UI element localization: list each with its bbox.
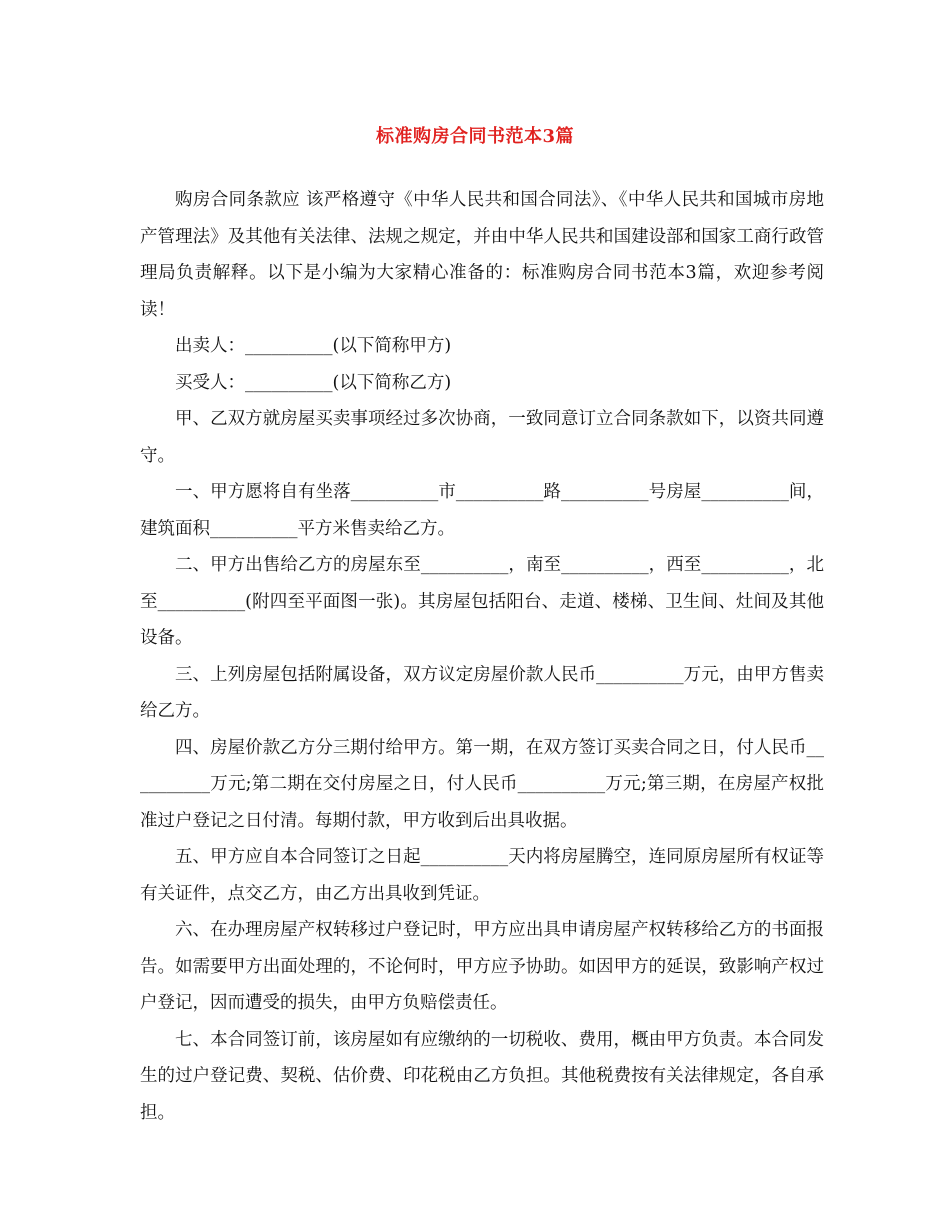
clause-2: 二、甲方出售给乙方的房屋东至__________，南至__________，西至__________，北至__________(附四至平面图一张)。其房屋包括阳台、走道、楼梯、卫生间、灶间及其他设备。 [140, 555, 824, 648]
clause-3: 三、上列房屋包括附属设备，双方议定房屋价款人民币__________万元，由甲方售卖给乙方。 [140, 664, 824, 721]
buyer-line: 买受人：__________(以下简称乙方) [175, 372, 452, 393]
document-body [140, 182, 824, 1131]
document-title: 标准购房合同书范本3篇 [375, 126, 575, 147]
clause-7: 七、本合同签订前，该房屋如有应缴纳的一切税收、费用，概由甲方负责。本合同发生的过户登记费、契税、估价费、印花税由乙方负担。其他税费按有关法律规定，各自承担。 [140, 1029, 824, 1123]
intro-paragraph: 购房合同条款应 该严格遵守《中华人民共和国合同法》、《中华人民共和国城市房地产管理法》及其他有关法律、法规之规定，并由中华人民共和国建设部和国家工商行政管理局负责解释。以下是小编为大家精心准备的：标准购房合同书范本3篇，欢迎参考阅读！ [140, 190, 824, 320]
clause-1: 一、甲方愿将自有坐落__________市__________路__________号房屋__________间，建筑面积__________平方米售卖给乙方。 [140, 482, 824, 539]
agreement-paragraph: 甲、乙双方就房屋买卖事项经过多次协商，一致同意订立合同条款如下，以资共同遵守。 [140, 409, 824, 466]
seller-line: 出卖人：__________(以下简称甲方) [175, 336, 452, 356]
clause-5: 五、甲方应自本合同签订之日起__________天内将房屋腾空，连同原房屋所有权证等有关证件，点交乙方，由乙方出具收到凭证。 [140, 847, 824, 904]
clause-4: 四、房屋价款乙方分三期付给甲方。第一期，在双方签订买卖合同之日，付人民币__________万元;第二期在交付房屋之日，付人民币__________万元;第三期，在房屋产权批准过户登记之日付清。每期付款，甲方收到后出具收据。 [140, 737, 824, 831]
clause-6: 六、在办理房屋产权转移过户登记时，甲方应出具申请房屋产权转移给乙方的书面报告。如需要甲方出面处理的，不论何时，甲方应予协助。如因甲方的延误，致影响产权过户登记，因而遭受的损失，由甲方负赔偿责任。 [140, 920, 824, 1013]
